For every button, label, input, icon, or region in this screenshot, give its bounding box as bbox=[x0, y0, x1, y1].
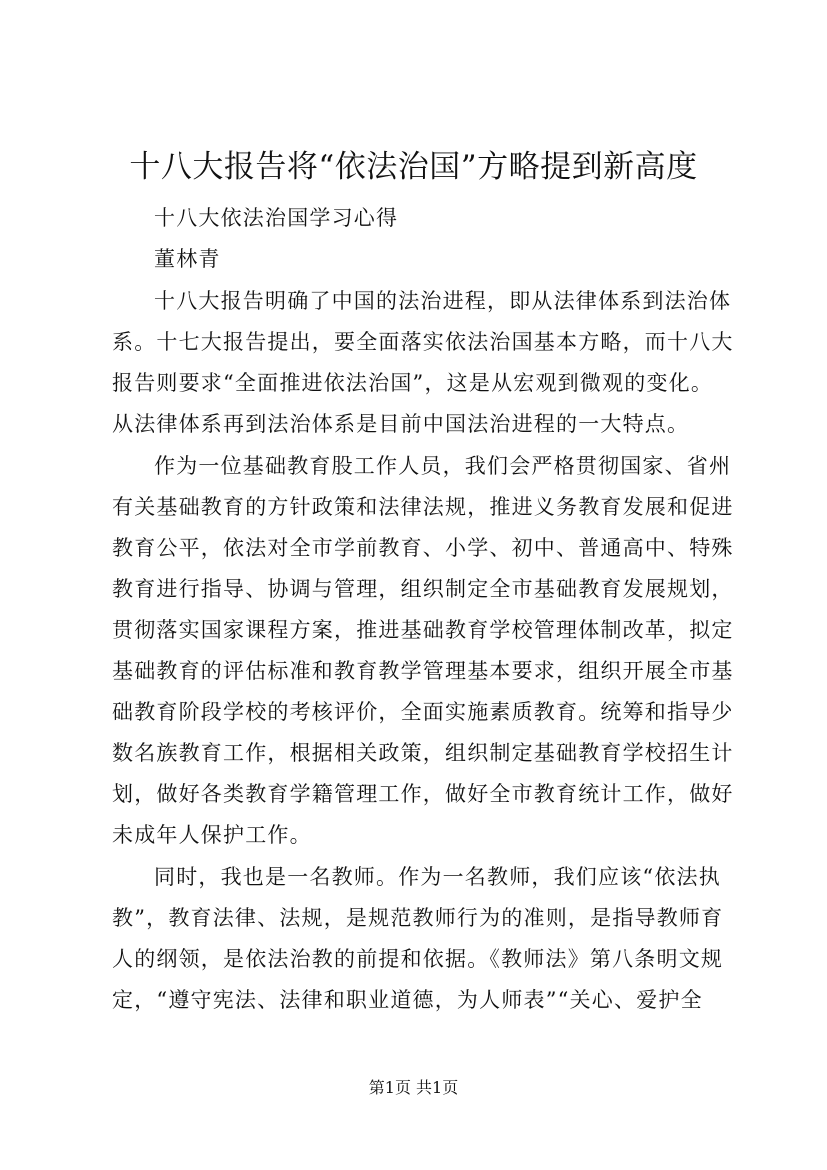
text-line: 系。十七大报告提出，要全面落实依法治国基本方略，而十八大 bbox=[112, 330, 734, 354]
text-line: 作为一位基础教育股工作人员，我们会严格贯彻国家、省州 bbox=[154, 454, 732, 478]
text-line: 教育公平，依法对全市学前教育、小学、初中、普通高中、特殊 bbox=[112, 536, 734, 560]
text-line: 贯彻落实国家课程方案，推进基础教育学校管理体制改革，拟定 bbox=[112, 618, 734, 642]
text-line: 基础教育的评估标准和教育教学管理基本要求，组织开展全市基 bbox=[112, 659, 734, 683]
text-line: 划，做好各类教育学籍管理工作，做好全市教育统计工作，做好 bbox=[112, 782, 734, 806]
text-line: 有关基础教育的方针政策和法律法规，推进义务教育发展和促进 bbox=[112, 495, 734, 519]
text-line: 础教育阶段学校的考核评价，全面实施素质教育。统筹和指导少 bbox=[112, 700, 734, 724]
text-line: 同时，我也是一名教师。作为一名教师，我们应该“依法执 bbox=[154, 865, 721, 889]
text-line: 从法律体系再到法治体系是目前中国法治进程的一大特点。 bbox=[112, 412, 690, 436]
text-line: 教”，教育法律、法规，是规范教师行为的准则，是指导教师育 bbox=[112, 906, 724, 930]
document-subtitle: 十八大依法治国学习心得 bbox=[154, 206, 399, 230]
text-line: 十八大报告明确了中国的法治进程，即从法律体系到法治体 bbox=[154, 289, 732, 313]
text-line: 数名族教育工作，根据相关政策，组织制定基础教育学校招生计 bbox=[112, 741, 734, 765]
document-author: 董林青 bbox=[154, 247, 221, 271]
text-line: 报告则要求“全面推进依法治国”，这是从宏观到微观的变化。 bbox=[112, 371, 714, 395]
text-line: 教育进行指导、协调与管理，组织制定全市基础教育发展规划， bbox=[112, 577, 734, 601]
document-title: 十八大报告将“依法治国”方略提到新高度 bbox=[129, 149, 698, 185]
page-footer: 第1页 共1页 bbox=[368, 1078, 459, 1097]
text-line: 未成年人保护工作。 bbox=[112, 823, 312, 847]
text-line: 定，“遵守宪法、法律和职业道德，为人师表”“关心、爱护全 bbox=[112, 988, 703, 1012]
text-line: 人的纲领，是依法治教的前提和依据。《教师法》第八条明文规 bbox=[112, 947, 724, 971]
